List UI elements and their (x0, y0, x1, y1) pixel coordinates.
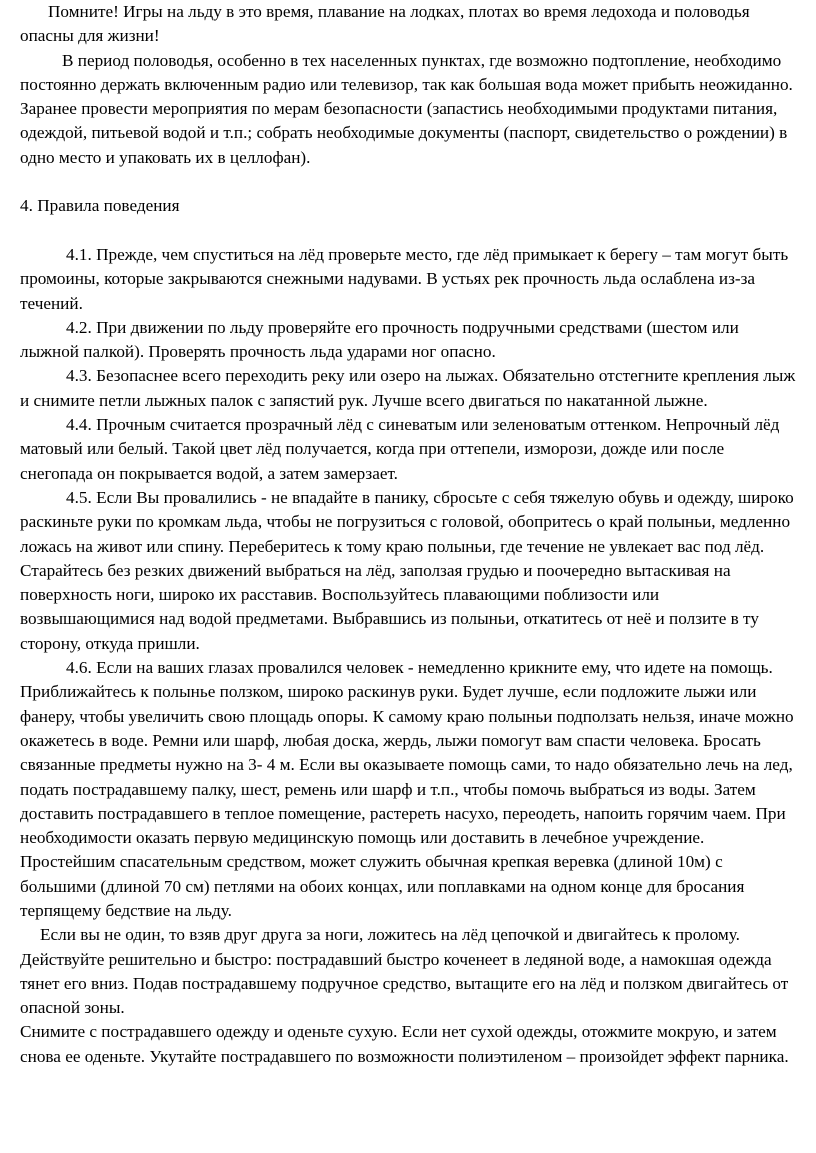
rule-4-1-paragraph: 4.1. Прежде, чем спуститься на лёд проверьте место, где лёд примыкает к берегу – там могут быть промоины, которые закрываются снежными надувами. В устьях рек прочность льда ослаблена из-за течений. (20, 244, 789, 313)
clothes-paragraph: Снимите с пострадавшего одежду и оденьте сухую. Если нет сухой одежды, отожмите мокрую, и затем снова ее оденьте. Укутайте пострадавшего по возможности полиэтиленом – произойдет эффект парника. (20, 1022, 789, 1066)
spacer (20, 219, 796, 243)
rule-4-3-paragraph: 4.3. Безопаснее всего переходить реку или озеро на лыжах. Обязательно отстегните крепления лыж и снимите петли лыжных палок с запястий рук. Лучше всего двигаться по накатанной лыжне. (20, 366, 796, 410)
chain-paragraph: Если вы не один, то взяв друг друга за ноги, ложитесь на лёд цепочкой и двигайтесь к пролому. Действуйте решительно и быстро: пострадавший быстро коченеет в ледяной воде, а намокшая одежда тянет его вниз. Подав пострадавшему подручное средство, вытащите его на лёд и ползком двигайтесь от опасной зоны. (20, 925, 789, 1018)
rule-4-6-paragraph: 4.6. Если на ваших глазах провалился человек - немедленно крикните ему, что идете на помощь. Приближайтесь к полынье ползком, широко раскинув руки. Будет лучше, если подложите лыжи или фанеру, чтобы увеличить свою площадь опоры. К самому краю полыньи подползать нельзя, иначе можно окажетесь в воде. Ремни или шарф, любая доска, жердь, лыжи помогут вам спасти человека. Бросать связанные предметы нужно на 3- 4 м. Если вы оказываете помощь сами, то надо обязательно лечь на лед, подать пострадавшему палку, шест, ремень или шарф и т.п., чтобы помочь выбраться из воды. Затем доставить пострадавшего в теплое помещение, растереть насухо, переодеть, напоить горячим чаем. При необходимости оказать первую медицинскую помощь или доставить в лечебное учреждение. (20, 658, 794, 848)
rule-4-4-paragraph: 4.4. Прочным считается прозрачный лёд с синеватым или зеленоватым оттенком. Непрочный лёд матовый или белый. Такой цвет лёд получается, когда при оттепели, изморози, дожде или после снегопада он покрывается водой, а затем замерзает. (20, 415, 780, 483)
intro-warning-paragraph: Помните! Игры на льду в это время, плавание на лодках, плотах во время ледохода и половодья опасны для жизни! (20, 2, 750, 46)
section-heading: 4. Правила поведения (20, 196, 180, 216)
intro-flood-paragraph: В период половодья, особенно в тех населенных пунктах, где возможно подтопление, необходимо постоянно держать включенным радио или телевизор, так как большая вода может прибыть неожиданно. Заранее провести мероприятия по мерам безопасности (запастись необходимыми продуктами питания, одеждой, питьевой водой и т.п.; собрать необходимые документы (паспорт, свидетельство о рождении) в одно место и упаковать их в целлофан). (20, 50, 793, 167)
document-page (20, 0, 796, 1069)
rope-paragraph: Простейшим спасательным средством, может служить обычная крепкая веревка (длиной 10м) с большими (длиной 70 см) петлями на обоих концах, или поплавками на одном конце для бросания терпящему бедствие на льду. (20, 852, 745, 920)
spacer (20, 170, 796, 194)
rule-4-5-paragraph: 4.5. Если Вы провалились - не впадайте в панику, сбросьте с себя тяжелую обувь и одежду, широко раскиньте руки по кромкам льда, чтобы не погрузиться с головой, обопритесь о край полыньи, медленно ложась на живот или спину. Переберитесь к тому краю полыньи, где течение не увлекает вас под лёд. Старайтесь без резких движений выбраться на лёд, заползая грудью и поочередно вытаскивая на поверхность ноги, широко их расставив. Воспользуйтесь плавающими поблизости или возвышающимися над водой предметами. Выбравшись из полыньи, откатитесь от неё и ползите в ту сторону, откуда пришли. (20, 487, 794, 653)
rule-4-2-paragraph: 4.2. При движении по льду проверяйте его прочность подручными средствами (шестом или лыжной палкой). Проверять прочность льда ударами ног опасно. (20, 317, 739, 362)
